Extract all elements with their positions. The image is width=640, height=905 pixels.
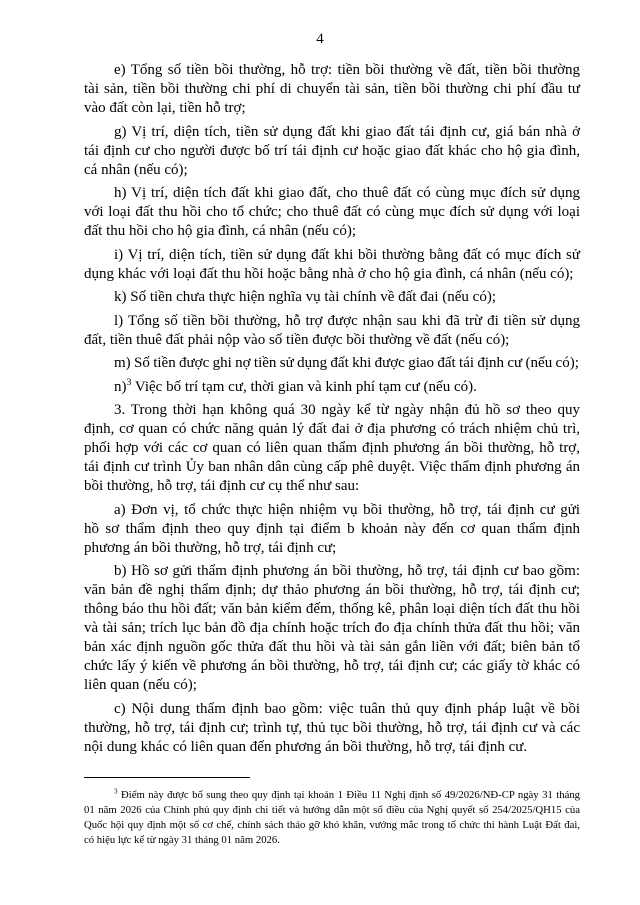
text-line: với loại đất thu hồi cho tổ chức; cho thuê đất có cùng mục đích sử dụng với loại [84, 204, 580, 220]
footnote-line: Quốc hội quy định một số cơ chế, chính sách tháo gỡ khó khăn, vướng mắc trong tổ chức thi hành Luật Đất đai, [84, 819, 580, 831]
item-label: n) [114, 378, 127, 395]
paragraph-m [84, 354, 580, 373]
text-line: bồi thường, hỗ trợ, tái định cư cụ thể như sau: [84, 478, 360, 494]
text-line: b) Hồ sơ gửi thẩm định phương án bồi thường, hỗ trợ, tái định cư bao gồm: [114, 563, 580, 579]
text-line: i) Vị trí, diện tích, tiền sử dụng đất khi bồi thường bằng đất có mục đích sử [114, 246, 580, 263]
text-line: m) Số tiền được ghi nợ tiền sử dụng đất khi được giao đất tái định cư (nếu có); [114, 355, 579, 371]
footnote-reference: 3 [126, 376, 132, 388]
footnote-line [84, 788, 580, 803]
footnote-separator [84, 777, 250, 778]
text-line: vào đất còn lại, tiền hỗ trợ; [84, 100, 246, 116]
text-line: cá nhân (nếu có); [84, 161, 188, 178]
footnote [84, 788, 580, 848]
text-line: thông báo thu hồi đất; văn bản kiểm đếm, thống kê, phân loại diện tích đất thu hồi [84, 601, 580, 617]
footnote-line: 01 năm 2026 của Chính phủ quy định chi tiết và hướng dẫn một số điều của Nghị quyết số 254/2025/QH15 của [84, 804, 580, 816]
paragraph-b [84, 562, 580, 695]
text-line: tái định cư trình Ủy ban nhân dân cùng cấp phê duyệt. Việc thẩm định phương án [84, 459, 580, 475]
text-line: tài sản, tiền bồi thường chi phí di chuyển tài sản, tiền bồi thường chi phí đầu tư [84, 81, 580, 97]
paragraph-h [84, 184, 580, 241]
text-line: và tài sản; trích lục bản đồ địa chính hoặc trích đo địa chính thửa đất thu hồi; văn [84, 620, 580, 636]
text-line: văn bản đề nghị thẩm định; dự thảo phương án bồi thường, hỗ trợ, tái định cư; [84, 582, 580, 598]
text-line: liên quan (nếu có); [84, 677, 197, 693]
footnote-marker: 3 [114, 787, 118, 796]
text-line: chức lấy ý kiến về phương án bồi thường, hỗ trợ, tái định cư; các giấy tờ khác có [84, 658, 580, 674]
paragraph-g [84, 123, 580, 180]
text-line: tái định cư cho người được bố trí tái định cư hoặc giao đất khác cho hộ gia đình, [84, 142, 580, 159]
paragraph-n [84, 378, 580, 397]
paragraph-e [84, 61, 580, 118]
text-line: k) Số tiền chưa thực hiện nghĩa vụ tài chính về đất đai (nếu có); [114, 289, 496, 305]
paragraph-c [84, 700, 580, 757]
text-line: đất thu hồi cho hộ gia đình, cá nhân (nếu có); [84, 223, 357, 239]
paragraph-3 [84, 401, 580, 496]
text-line: e) Tổng số tiền bồi thường, hỗ trợ: tiền bồi thường về đất, tiền bồi thường [114, 62, 580, 78]
paragraph-i [84, 246, 580, 284]
footnote-text: Điểm này được bổ sung theo quy định tại khoản 1 Điều 11 Nghị định số 49/2026/NĐ-CP ngày 31 tháng [121, 789, 581, 801]
text-line [84, 378, 580, 397]
footnote-line: có hiệu lực kể từ ngày 31 tháng 01 năm 2026. [84, 834, 280, 846]
text-line: l) Tổng số tiền bồi thường, hỗ trợ được nhận sau khi đã trừ đi tiền sử dụng [114, 312, 580, 329]
text-line: h) Vị trí, diện tích đất khi giao đất, cho thuê đất có cùng mục đích sử dụng [114, 185, 580, 201]
paragraph-k [84, 288, 580, 307]
item-text: Việc bố trí tạm cư, thời gian và kinh phí tạm cư (nếu có). [134, 378, 477, 395]
text-line: phương án bồi thường, hỗ trợ, tái định cư; [84, 539, 337, 556]
text-line: thường, hỗ trợ, tái định cư; trình tự, thủ tục bồi thường, hỗ trợ, tái định cư và các [84, 719, 580, 736]
text-line: c) Nội dung thẩm định bao gồm: việc tuân thủ quy định pháp luật về bồi [114, 700, 580, 717]
text-line: định, cơ quan có chức năng quản lý đất đai ở địa phương có trách nhiệm chủ trì, [84, 421, 580, 437]
text-line: bản xác định nguồn gốc thửa đất thu hồi và tài sản gắn liền với đất; biên bản tổ [84, 639, 580, 655]
text-line: g) Vị trí, diện tích, tiền sử dụng đất khi giao đất tái định cư, giá bán nhà ở [114, 123, 580, 140]
document-body [84, 61, 580, 757]
text-line: dụng khác với loại đất thu hồi hoặc bằng nhà ở cho hộ gia đình, cá nhân (nếu có); [84, 265, 574, 282]
text-line: đất, tiền thuê đất phải nộp vào số tiền được bồi thường về đất (nếu có); [84, 331, 510, 348]
page-number: 4 [316, 31, 324, 47]
text-line: a) Đơn vị, tổ chức thực hiện nhiệm vụ bồi thường, hỗ trợ, tái định cư gửi [114, 501, 580, 518]
text-line: hồ sơ thẩm định theo quy định tại điểm b khoản này đến cơ quan thẩm định [84, 520, 580, 537]
paragraph-l [84, 312, 580, 350]
text-line: phối hợp với các cơ quan có liên quan thẩm định phương án bồi thường, hỗ trợ, [84, 440, 580, 456]
text-line: nội dung khác có liên quan đến phương án bồi thường, hỗ trợ, tái định cư. [84, 738, 528, 755]
paragraph-a [84, 501, 580, 558]
text-line: 3. Trong thời hạn không quá 30 ngày kể từ ngày nhận đủ hồ sơ theo quy [114, 402, 580, 418]
